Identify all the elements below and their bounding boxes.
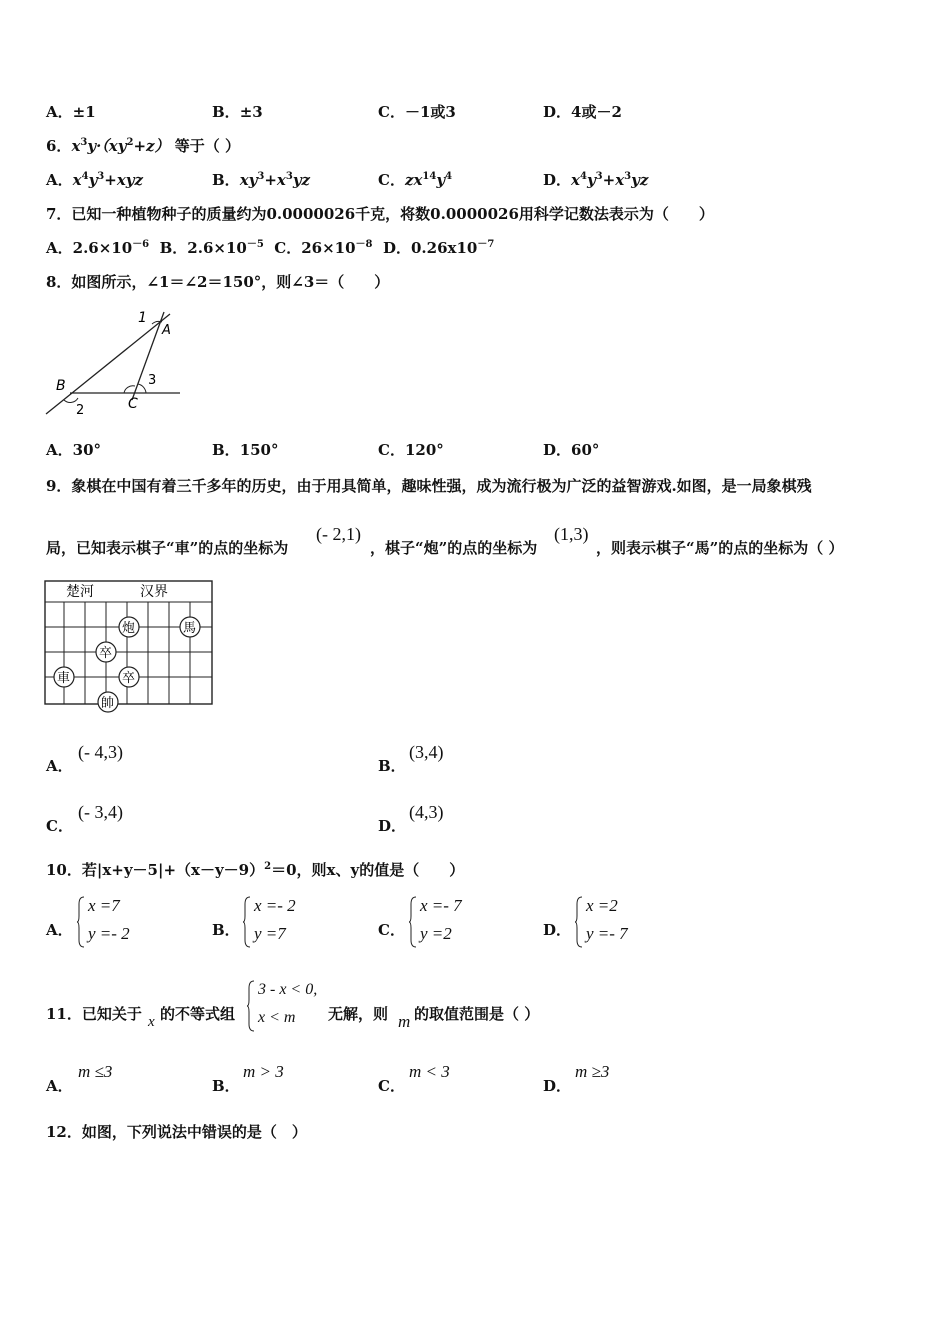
svg-text:車: 車 (57, 671, 71, 686)
q9-stem-line2a: 局，已知表示棋子“車”的点的坐标为 (46, 539, 289, 557)
q6-stem: 6．$x^3y\cdot(xy^2+z)$ 等于（ ） (46, 137, 240, 155)
q9-option-d-value: (4,3) (409, 802, 444, 822)
q8-option-b: B．150° (212, 441, 279, 459)
q6-option-d: D．$x^4y^3+x^3yz$ (543, 171, 649, 189)
q10-brace-c (408, 896, 418, 948)
svg-text:炮: 炮 (122, 621, 136, 636)
board-label-chu: 楚河 (66, 584, 94, 600)
svg-text:帥: 帥 (101, 696, 115, 711)
q11-brace (246, 980, 256, 1032)
q9-option-b-letter: B． (378, 757, 406, 775)
q10-option-c-letter: C． (378, 921, 405, 939)
q9-stem-line2c: ，则表示棋子“馬”的点的坐标为（ ） (596, 539, 844, 557)
q9-stem-line2b: ，棋子“炮”的点的坐标为 (370, 539, 538, 557)
svg-text:馬: 馬 (183, 621, 197, 636)
q12-stem: 12．如图，下列说法中错误的是（ ） (46, 1123, 307, 1141)
piece-che (54, 667, 74, 687)
q9-option-d-letter: D． (378, 817, 407, 835)
q9-chess-board (44, 580, 214, 716)
q7-option-d: D．$0.26x10^{-7}$ (382, 239, 495, 257)
q11-option-c-letter: C． (378, 1077, 405, 1095)
q11-option-c-value: m < 3 (409, 1062, 450, 1081)
q11-option-b-value: m > 3 (243, 1062, 284, 1081)
q11-stem-c: 无解，则 (328, 1005, 389, 1023)
board-label-han: 汉界 (140, 584, 168, 600)
q11-stem-b: 的不等式组 (160, 1005, 236, 1023)
label-1: 1 (138, 310, 147, 326)
q8-angle-figure (40, 300, 190, 420)
q10-stem: 10．若$|x+y-5|+(x-y-9)^2=0$，则x、y的值是（ ） (46, 861, 465, 879)
q9-option-a-value: (- 4,3) (78, 742, 123, 762)
q11-var-x: x (148, 1014, 155, 1030)
line-ba (46, 314, 170, 414)
q11-var-m: m (398, 1012, 411, 1031)
q11-option-d-letter: D． (543, 1077, 572, 1095)
q8-stem: 8．如图所示，∠1＝∠2＝150°，则∠3＝（ ） (46, 273, 390, 291)
q10-option-d-system: x =2 y =- 7 (586, 896, 628, 943)
q10-option-b-system: x =- 2 y =7 (254, 896, 296, 943)
q7-stem: 7．已知一种植物种子的质量约为0.0000026千克，将数0.0000026用科学记数法表示为（ ） (46, 205, 714, 223)
q11-option-a-letter: A． (46, 1077, 73, 1095)
q11-inequality-system: 3 - x < 0, x < m (258, 981, 318, 1026)
q10-brace-a (76, 896, 86, 948)
piece-zu-2 (119, 667, 139, 687)
q7-option-b: B．$2.6\times 10^{-5}$ (159, 239, 264, 257)
q11-stem-a: 11．已知关于 (46, 1005, 142, 1023)
q9-stem-line1: 9．象棋在中国有着三千多年的历史，由于用具简单，趣味性强，成为流行极为广泛的益智游戏.如图，是一局象棋残 (46, 477, 812, 495)
label-3: 3 (148, 373, 157, 388)
q5-option-a: A．±1 (46, 103, 96, 121)
label-2: 2 (76, 403, 85, 418)
q9-option-c-value: (- 3,4) (78, 802, 123, 822)
svg-text:卒: 卒 (122, 671, 136, 686)
piece-shuai (98, 692, 118, 712)
q7-option-a: A．$2.6\times 10^{-6}$ (46, 239, 150, 257)
q10-brace-d (574, 896, 584, 948)
angle-arc-c (124, 386, 135, 393)
piece-ma (180, 617, 200, 637)
q9-option-c-letter: C． (46, 817, 73, 835)
q6-option-a: A．$x^4y^3+xyz$ (46, 171, 143, 189)
q7-options (46, 238, 494, 258)
label-b: B (56, 378, 66, 394)
piece-pao (119, 617, 139, 637)
q11-option-b-letter: B． (212, 1077, 240, 1095)
q10-option-a-letter: A． (46, 921, 73, 939)
piece-zu-1 (96, 642, 116, 662)
q6-option-c: C．$zx^{14}y^4$ (378, 171, 453, 189)
q5-option-b: B．±3 (212, 103, 263, 121)
q8-option-d: D．60° (543, 441, 600, 459)
q5-option-d: D．4或－2 (543, 103, 622, 121)
q9-coord-che: (- 2,1) (316, 524, 361, 544)
q8-option-a: A．30° (46, 441, 102, 459)
q7-option-c: C．$26\times 10^{-8}$ (274, 239, 373, 257)
q10-option-c-system: x =- 7 y =2 (420, 896, 462, 943)
q11-option-a-value: m ≤3 (78, 1062, 113, 1081)
q10-option-b-letter: B． (212, 921, 240, 939)
angle-arc-2 (64, 398, 78, 402)
svg-text:卒: 卒 (99, 646, 113, 661)
q9-option-a-letter: A． (46, 757, 73, 775)
q6-option-b: B．$xy^3+x^3yz$ (212, 171, 311, 189)
label-c: C (128, 396, 138, 412)
q5-option-c: C．－1或3 (378, 103, 456, 121)
q10-option-d-letter: D． (543, 921, 572, 939)
q10-brace-b (242, 896, 252, 948)
angle-arc-3 (138, 384, 146, 393)
q8-option-c: C．120° (378, 441, 444, 459)
q9-coord-pao: (1,3) (554, 524, 589, 544)
q10-option-a-system: x =7 y =- 2 (88, 896, 130, 943)
q11-stem-d: 的取值范围是（ ） (414, 1005, 540, 1023)
label-a: A (162, 323, 171, 338)
q9-option-b-value: (3,4) (409, 742, 444, 762)
q11-option-d-value: m ≥3 (575, 1062, 610, 1081)
